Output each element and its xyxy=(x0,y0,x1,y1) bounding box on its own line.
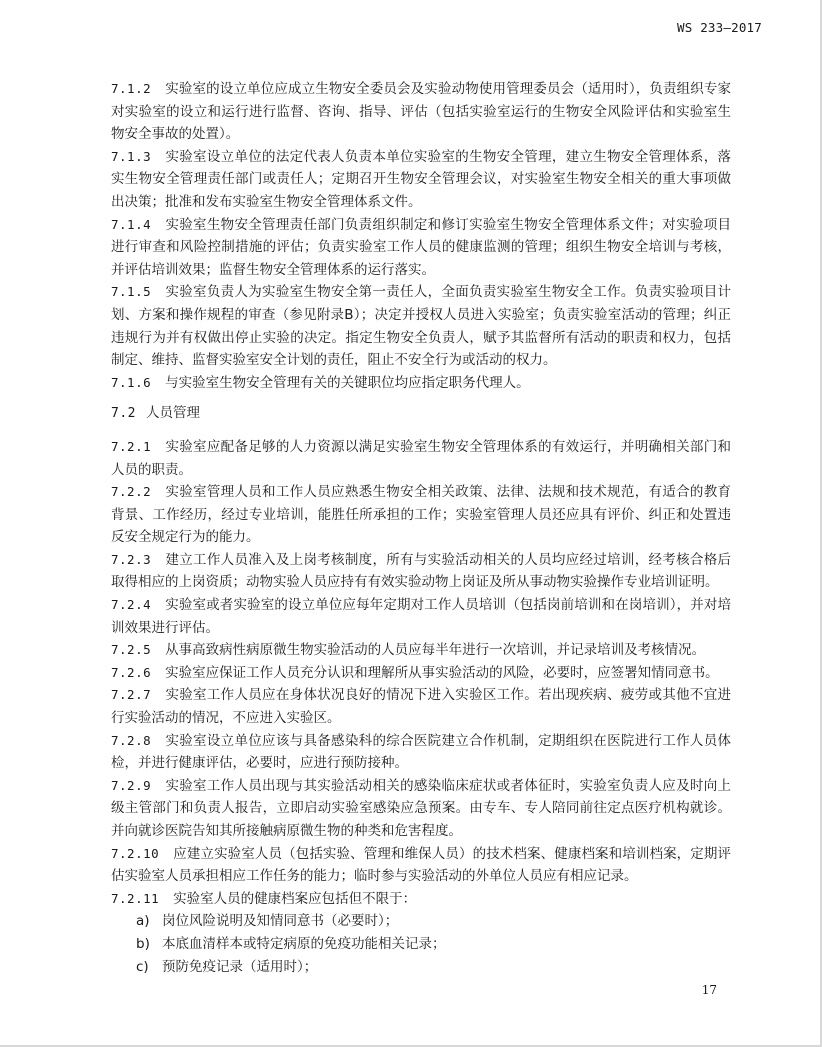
section-number: 7.2 xyxy=(111,406,136,422)
clause-number: 7.2.4 xyxy=(111,597,152,613)
clause-text: 实验室的设立单位应成立生物安全委员会及实验动物使用管理委员会（适用时），负责组织专家对实验室的设立和运行进行监督、咨询、指导、评估（包括实验室运行的生物安全风险评估和实验室生物安全事故的处置）。 xyxy=(111,81,731,143)
clause-number: 7.1.4 xyxy=(111,216,152,232)
section-heading xyxy=(111,402,731,426)
clause-text: 实验室工作人员出现与其实验活动相关的感染临床症状或者体征时，实验室负责人应及时向上级主管部门和负责人报告，立即启动实验室感染应急预案。由专车、专人陪同前往定点医疗机构就诊。并向就诊医院告知其所接触病原微生物的种类和危害程度。 xyxy=(111,777,731,839)
list-item-label: c) xyxy=(136,958,149,975)
clause-number: 7.1.2 xyxy=(111,81,152,96)
clause-text: 应建立实验室人员（包括实验、管理和维保人员）的技术档案、健康档案和培训档案，定期评估实验室人员承担相应工作任务的能力；临时参与实验活动的外单位人员应有相应记录。 xyxy=(111,845,731,885)
clause-text: 实验室生物安全管理责任部门负责组织制定和修订实验室生物安全管理体系文件；对实验项目进行审查和风险控制措施的评估；负责实验室工作人员的健康监测的管理；组织生物安全培训与考核，并评估培训效果；监督生物安全管理体系的运行落实。 xyxy=(111,216,731,278)
document-body xyxy=(111,78,731,978)
clause-paragraph xyxy=(111,684,731,729)
list-item xyxy=(111,956,731,979)
section-title: 人员管理 xyxy=(145,405,200,422)
clause-number: 7.1.6 xyxy=(111,374,152,390)
clause-text: 实验室工作人员应在身体状况良好的情况下进入实验区工作。若出现疾病、疲劳或其他不宜进行实验活动的情况，不应进入实验区。 xyxy=(111,687,731,727)
clause-text: 建立工作人员准入及上岗考核制度，所有与实验活动相关的人员均应经过培训，经考核合格后取得相应的上岗资质；动物实验人员应持有有效实验动物上岗证及所从事动物实验操作专业培训证明。 xyxy=(111,551,731,591)
clause-number: 7.2.9 xyxy=(111,777,152,793)
list-item xyxy=(111,933,731,956)
list-item xyxy=(111,910,731,933)
clause-paragraph xyxy=(111,549,731,594)
clause-text: 实验室负责人为实验室生物安全第一责任人，全面负责实验室生物安全工作。负责实验项目计划、方案和操作规程的审查（参见附录B）；决定并授权人员进入实验室；负责实验室活动的管理；纠正违规行为并有权做出停止实验的决定。指定生物安全负责人，赋予其监督所有活动的职责和权力，包括制定、维持、监督实验室安全计划的责任，阻止不安全行为或活动的权力。 xyxy=(111,284,731,369)
clause-paragraph xyxy=(111,888,731,911)
clause-paragraph xyxy=(111,843,731,888)
clause-number: 7.2.2 xyxy=(111,484,152,500)
list-item-text: 本底血清样本或特定病原的免疫功能相关记录； xyxy=(162,935,446,952)
clause-paragraph xyxy=(111,481,731,549)
clause-number: 7.2.11 xyxy=(111,890,160,906)
clause-text: 实验室应保证工作人员充分认识和理解所从事实验活动的风险，必要时，应签署知情同意书。 xyxy=(165,664,719,681)
clause-paragraph xyxy=(111,662,731,685)
clause-number: 7.2.5 xyxy=(111,642,152,658)
clause-paragraph xyxy=(111,775,731,843)
document-code: WS 233—2017 xyxy=(677,20,762,35)
page-number: 17 xyxy=(701,983,717,997)
clause-paragraph xyxy=(111,436,731,481)
clause-paragraph xyxy=(111,281,731,371)
clause-text: 实验室应配备足够的人力资源以满足实验室生物安全管理体系的有效运行，并明确相关部门和人员的职责。 xyxy=(111,438,731,478)
clause-text: 实验室设立单位应该与具备感染科的综合医院建立合作机制，定期组织在医院进行工作人员体检，并进行健康评估，必要时，应进行预防接种。 xyxy=(111,732,731,772)
list-item-text: 岗位风险说明及知情同意书（必要时）； xyxy=(162,913,399,930)
clause-paragraph xyxy=(111,730,731,775)
clause-number: 7.2.6 xyxy=(111,664,152,680)
list-item-label: a) xyxy=(136,913,150,930)
clause-text: 实验室人员的健康档案应包括但不限于： xyxy=(173,890,417,907)
list-item-label: b) xyxy=(136,935,150,952)
clause-text: 实验室或者实验室的设立单位应每年定期对工作人员培训（包括岗前培训和在岗培训），并对培训效果进行评估。 xyxy=(111,597,731,636)
clause-paragraph xyxy=(111,372,731,395)
clause-text: 实验室设立单位的法定代表人负责本单位实验室的生物安全管理，建立生物安全管理体系，落实生物安全管理责任部门或责任人；定期召开生物安全管理会议，对实验室生物安全相关的重大事项做出决策；批准和发布实验室生物安全管理体系文件。 xyxy=(111,148,731,210)
health-record-list xyxy=(111,910,731,978)
clause-paragraph xyxy=(111,146,731,214)
clause-number: 7.2.7 xyxy=(111,687,152,703)
clause-text: 从事高致病性病原微生物实验活动的人员应每半年进行一次培训，并记录培训及考核情况。 xyxy=(165,642,706,659)
clause-group-7-2 xyxy=(111,436,731,910)
clause-number: 7.2.8 xyxy=(111,732,152,748)
clause-number: 7.2.10 xyxy=(111,845,160,861)
list-item-text: 预防免疫记录（适用时）； xyxy=(162,958,318,975)
clause-group-7-1 xyxy=(111,78,731,394)
clause-paragraph xyxy=(111,594,731,639)
clause-text: 与实验室生物安全管理有关的关键职位均应指定职务代理人。 xyxy=(165,374,530,391)
clause-number: 7.2.1 xyxy=(111,438,152,454)
clause-paragraph xyxy=(111,78,731,146)
clause-paragraph xyxy=(111,214,731,282)
clause-number: 7.1.3 xyxy=(111,148,152,164)
clause-number: 7.1.5 xyxy=(111,284,152,300)
clause-number: 7.2.3 xyxy=(111,551,152,567)
clause-paragraph xyxy=(111,639,731,662)
clause-text: 实验室管理人员和工作人员应熟悉生物安全相关政策、法律、法规和技术规范，有适合的教育背景、工作经历，经过专业培训，能胜任所承担的工作；实验室管理人员还应具有评价、纠正和处置违反安全规定行为的能力。 xyxy=(111,484,731,546)
